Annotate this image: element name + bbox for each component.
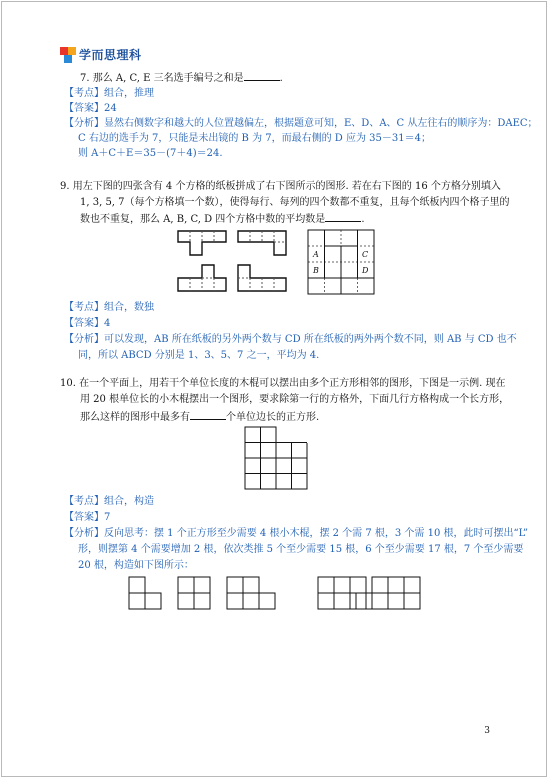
q10-analysis-line: 【分析】反向思考：摆 1 个正方形至少需要 4 根小木棍，摆 2 个需 7 根，3 个需 10 根，此时可摆出“L” — [64, 528, 528, 539]
q10-answer: 【答案】7 — [64, 512, 111, 523]
answer-blank — [244, 71, 280, 81]
construction-figure — [227, 577, 275, 609]
q7-analysis-line: C 右边的选手为 7，只能是未出镜的 B 为 7，而最右侧的 D 应为 35－31＝4； — [78, 133, 431, 144]
tetromino-piece — [178, 231, 226, 255]
answer-blank — [325, 212, 361, 222]
q9-answer: 【答案】4 — [64, 318, 111, 329]
construction-figure — [178, 577, 210, 609]
q7-analysis-line: 则 A＋C＋E＝35－(7＋4)＝24. — [78, 148, 223, 159]
logo-text: 学而思理科 — [79, 48, 142, 62]
q9-analysis-line: 同，所以 ABCD 分别是 1、3、5、7 之一，平均为 4. — [78, 350, 320, 361]
cell-label-b: B — [313, 266, 319, 275]
q10-stem-line: 用 20 根单位长的小木棍摆出一个图形，要求除第一行的方格外，下面几行方格构成一个长方形， — [80, 394, 510, 405]
example-grid-figure — [244, 426, 308, 490]
q10-kaodian: 【考点】组合，构造 — [64, 496, 154, 507]
q7-analysis-line: 【分析】显然右侧数字和越大的人位置越偏左，根据题意可知，E、D、A、C 从左往右的顺序为：DAEC； — [64, 118, 538, 129]
construction-figure — [129, 577, 161, 609]
cell-label-a: A — [313, 250, 319, 259]
tetromino-pieces-figure — [174, 229, 294, 293]
q7-answer: 【答案】24 — [64, 103, 117, 114]
tetromino-piece — [238, 231, 286, 255]
q10-stem-line: 那么这样的图形中最多有 个单位边长的正方形. — [80, 412, 320, 423]
q10-analysis-line: 形，则摆第 4 个需要增加 2 根，依次类推 5 个至少需要 15 根，6 个至少需要 17 根，7 个至少需要 — [78, 544, 524, 555]
q10-stem-line: 10. 在一个平面上，用若干个单位长度的木棍可以摆出由多个正方形相邻的图形，下图是一示例. 现在 — [60, 378, 506, 389]
construction-figures — [126, 576, 426, 610]
q9-stem-line: 1, 3, 5, 7（每个方格填一个数），使得每行、每列的四个数都不重复，且每个纸板内四个格子里的 — [80, 197, 510, 208]
q9-stem-line: 数也不重复，那么 A, B, C, D 四个方格中数的平均数是 . — [80, 214, 365, 225]
cell-label-d: D — [362, 266, 369, 275]
q7-stem: 7. 那么 A, C, E 三名选手编号之和是 . — [80, 73, 283, 84]
page-number: 3 — [484, 726, 490, 736]
answer-blank — [190, 410, 226, 420]
q9-analysis-line: 【分析】可以发现，AB 所在纸板的另外两个数与 CD 所在纸板的两外两个数不同，则 AB 与 CD 也不 — [64, 334, 517, 345]
q10-analysis-line: 20 根，构造如下图所示： — [78, 560, 194, 571]
logo — [60, 46, 142, 63]
assembled-grid-figure — [306, 229, 376, 295]
logo-icon — [60, 47, 76, 63]
q9-kaodian: 【考点】组合，数独 — [64, 302, 154, 313]
q9-stem-line: 9. 用左下图的四张含有 4 个方格的纸板拼成了右下图所示的图形. 若在右下图的 16 个方格分别填入 — [60, 181, 501, 192]
q7-kaodian: 【考点】组合，推理 — [64, 88, 154, 99]
cell-label-c: C — [362, 250, 369, 259]
